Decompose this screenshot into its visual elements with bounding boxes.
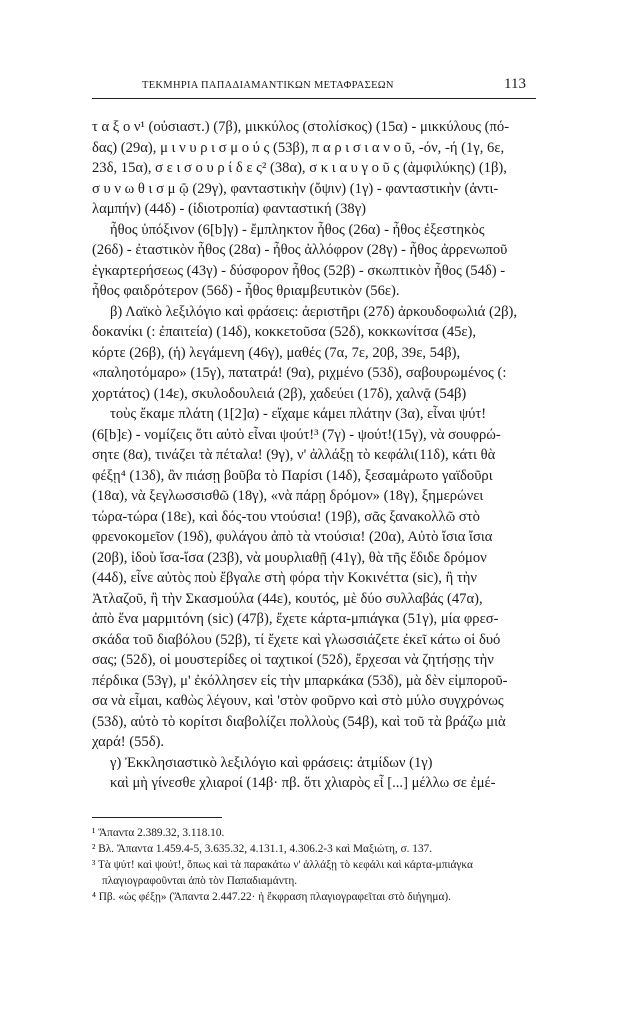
text-line: «παληοτόμαρο» (15γ), πατατρά! (9α), ριχμένο (53δ), σαβουρωμένος (: [92,365,507,381]
text-line: πέρδικα (53γ), μ' ἐκόλλησεν εἰς τὴν μπαρκάκα (53δ), μὰ δὲν εἰμποροῦ- [92,672,508,689]
text-line: (18α), νὰ ξεγλωσσισθῶ (18γ), «νὰ πάρῃ δρόμον» (18γ), ξημερώνει [92,488,484,504]
text-line: τώρα-τώρα (18ε), καὶ δός-του ντούσια! (19β), σᾶς ξανακολλῶ στὸ [92,508,480,525]
footnote-line: ⁴ Πβ. «ὡς φέξῃ» (Ἅπαντα 2.447.22· ἡ ἔκφραση πλαγιογραφεῖται στὸ διήγημα). [92,891,451,903]
text-line: β) Λαϊκὸ λεξιλόγιο καὶ φράσεις: ἀεριστῆρι (27δ) ἀρκουδοφωλιά (2β), [110,303,518,320]
running-title: ΤΕΚΜΗΡΙΑ ΠΑΠΑΔΙΑΜΑΝΤΙΚΩΝ ΜΕΤΑΦΡΑΣΕΩΝ [142,80,394,91]
footnote-line: πλαγιογραφοῦνται ἀπὸ τὸν Παπαδιαμάντη. [102,875,298,887]
footnote-line: ³ Τὰ ψύτ! καὶ ψούτ!, ὅπως καὶ τὰ παρακάτω ν' ἀλλάξῃ τὸ κεφάλι καὶ κάρτα-μπιάγκα [92,859,473,871]
text-line: γ) Ἐκκλησιαστικὸ λεξιλόγιο καὶ φράσεις: ἀτμίδων (1γ) [110,754,433,771]
text-line: χορτάτος) (14ε), σκυλοδουλειά (2β), χαδεύει (17δ), χαλνᾷ (54β) [92,385,467,402]
text-line: σας; (52δ), οἱ μουστερίδες οἱ ταχτικοί (52δ), ἔρχεσαι νὰ ζητήσῃς τὴν [92,652,494,668]
page-number: 113 [504,76,526,92]
text-line: καὶ μὴ γίνεσθε χλιαροί (14β· πβ. ὅτι χλιαρὸς εἶ [...] μέλλω σε ἐμέ- [110,775,496,791]
text-line: ἀπὸ ἕνα μαρμιτόνη (sic) (47β), ἔχετε κάρτα-μπιάγκα (51γ), μία φρεσ- [92,611,499,627]
text-line: σ υ ν ω θ ι σ μ ῷ (29γ), φανταστικὴν (ὄψιν) (1γ) - φανταστικὴν (ἀντι- [92,180,499,197]
text-line: 23δ, 15α), σ ε ι σ ο υ ρ ί δ ε ς² (38α), σ κ ι α υ γ ο ῦ ς (ἀμφιλύκης) (1β), [92,160,507,176]
text-line: δοκανίκι (: ἐπαιτεία) (14δ), κοκκετοῦσα (52δ), κοκκωνίτσα (45ε), [92,324,477,340]
page-header [92,78,536,99]
text-line: δας) (29α), μ ι ν υ ρ ι σ μ ο ύ ς (53β), π α ρ ι σ ι α ν ο ῦ, -όν, -ή (1γ, 6ε, [92,139,505,156]
text-line: λαμπήν) (44δ) - (ἰδιοτροπία) φανταστική (38γ) [92,201,367,217]
text-line: (44δ), εἶνε αὐτὸς ποὺ ἔβγαλε στὴ φόρα τὴν Κοκινέττα (sic), ἢ τὴν [92,570,477,586]
text-line: (20β), ἰδοὺ ἴσα-ἴσα (23β), νὰ μουρλιαθῇ (41γ), θὰ τῆς ἔδιδε δρόμον [92,549,487,566]
text-line: ἦθος ὑπόξινον (6[b]γ) - ἔμπληκτον ἦθος (26α) - ἦθος ἐξεστηκὸς [110,221,485,238]
footnote-divider [92,817,222,818]
footnote-line: ² Βλ. Ἅπαντα 1.459.4-5, 3.635.32, 4.131.1, 4.306.2-3 καὶ Μαξιώτη, σ. 137. [92,843,433,855]
text-line: Ἀτλαζοῦ, ἢ τὴν Σκασμούλα (44ε), κουτός, μὲ δύο συλλαβάς (47α), [92,590,483,607]
text-line: φέξῃ⁴ (13δ), ἂν πιάσῃ βοῦβα τὸ Παρίσι (14δ), ξεσαμάρωτο γαϊδοῦρι [92,467,493,484]
text-line: κόρτε (26β), (ἡ) λεγάμενη (46γ), μαθές (7α, 7ε, 20β, 39ε, 54β), [92,344,461,361]
footnote-line: ¹ Ἅπαντα 2.389.32, 3.118.10. [92,827,225,839]
text-line: φρενοκομεῖον (19δ), φυλάγου ἀπὸ τὰ ντούσια! (20α), Αὐτὸ ἴσια ἴσια [92,529,493,545]
text-line: σα νὰ εἶμαι, καθὼς λέγουν, καὶ 'στὸν φοῦρνο καὶ στὸ μύλο συγχρόνως [92,693,504,709]
text-line: (53δ), αὐτὸ τὸ κορίτσι διαβολίζει πολλοὺς (54β), καὶ τοῦ τὰ βράζω μιὰ [92,713,506,730]
text-line: σκάδα τοῦ διαβόλου (52β), τί ἔχετε καὶ γλωσσιάζετε ἐκεῖ κάτω οἱ δυό [92,631,501,648]
text-line: (6[b]ε) - νομίζεις ὅτι αὐτὸ εἶναι ψούτ!³ (7γ) - ψούτ!(15γ), νὰ σουφρώ- [92,426,501,443]
text-line: τοὺς ἔκαμε πλάτη (1[2]α) - εἴχαμε κάμει πλάτην (3α), εἶναι ψύτ! [110,406,487,422]
text-line: ἦθος φαιδρότερον (56δ) - ἦθος θριαμβευτικὸν (56ε). [92,283,400,299]
text-line: χαρά! (55δ). [92,734,165,750]
text-line: ἐγκαρτερήσεως (43γ) - δύσφορον ἦθος (52β) - σκωπτικὸν ἦθος (54δ) - [92,262,506,279]
text-line: (26δ) - ἐταστικὸν ἦθος (28α) - ἦθος ἀλλόφρον (28γ) - ἦθος ἀρρενωποῦ [92,242,508,258]
text-line: τ α ξ ο ν¹ (οὐσιαστ.) (7β), μικκύλος (στολίσκος) (15α) - μικκύλους (πό- [92,119,510,135]
text-line: σητε (8α), τινάζει τὰ πέταλα! (9γ), ν' ἀλλάξῃ τὸ κεφάλι(11δ), κάτι θὰ [92,447,496,463]
footnotes [92,825,536,905]
body-text [92,117,536,794]
